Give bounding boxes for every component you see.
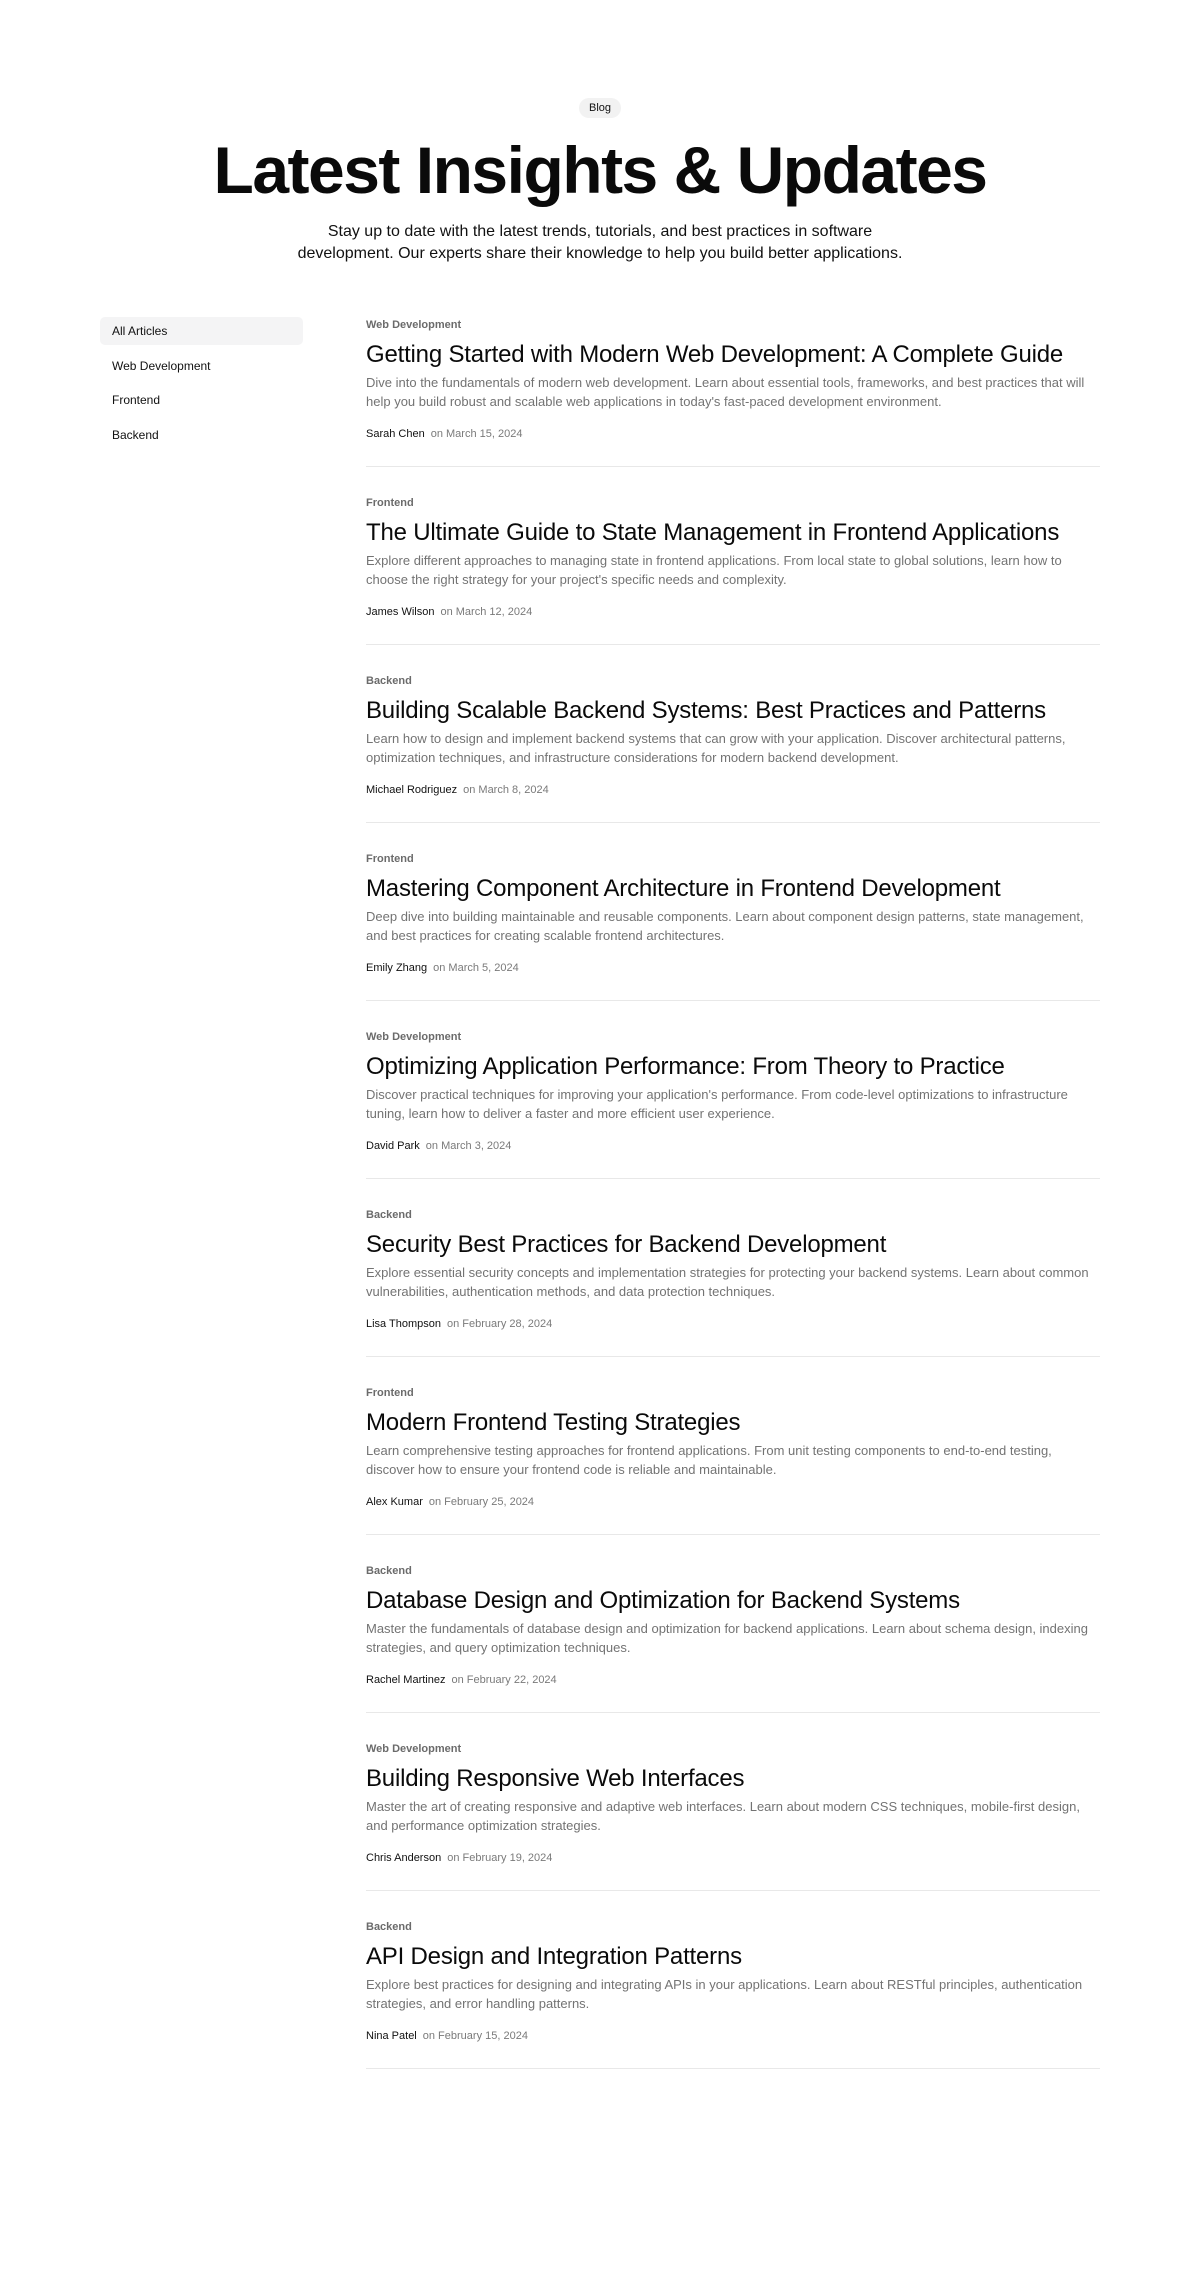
article-title-link[interactable]: Modern Frontend Testing Strategies [366, 1409, 741, 1436]
article-author[interactable]: Michael Rodriguez [366, 784, 458, 796]
article-author[interactable]: Rachel Martinez [366, 1674, 446, 1686]
article-meta [366, 426, 1100, 442]
article-card [366, 495, 1100, 645]
article-author[interactable]: James Wilson [366, 606, 435, 618]
article-excerpt: Master the fundamentals of database design and optimization for backend applications. Learn about schema design, indexing strategies, and query optimization techniques. [366, 1621, 1088, 1655]
article-author[interactable]: Lisa Thompson [366, 1318, 442, 1330]
article-title-link[interactable]: Building Responsive Web Interfaces [366, 1765, 745, 1792]
article-category: Web Development [366, 1743, 462, 1755]
article-title-link[interactable]: Getting Started with Modern Web Development: A Complete Guide [366, 341, 1064, 368]
article-title-link[interactable]: Building Scalable Backend Systems: Best Practices and Patterns [366, 697, 1046, 724]
article-card [366, 1563, 1100, 1713]
article-date: on March 12, 2024 [440, 606, 533, 618]
article-date: on February 25, 2024 [428, 1496, 535, 1508]
article-category: Backend [366, 1209, 412, 1221]
article-date: on February 22, 2024 [451, 1674, 557, 1686]
article-excerpt: Explore different approaches to managing state in frontend applications. From local state to global solutions, learn how to choose the right strategy for your project's specific needs and complexity. [366, 553, 1062, 587]
hero-section [0, 98, 1200, 265]
article-category: Frontend [366, 497, 414, 509]
sidebar-item-web-development[interactable]: Web Development [112, 358, 211, 373]
article-author[interactable]: Sarah Chen [366, 428, 425, 440]
article-date: on February 28, 2024 [447, 1318, 553, 1330]
article-excerpt: Learn comprehensive testing approaches for frontend applications. From unit testing components to end-to-end testing, discover how to ensure your frontend code is reliable and maintainable. [366, 1443, 1052, 1477]
sidebar-item-all-articles[interactable]: All Articles [100, 317, 303, 345]
article-category: Backend [366, 1921, 412, 1933]
article-excerpt: Learn how to design and implement backend systems that can grow with your application. Discover architectural patterns, optimization techniques, and infrastructure considerations for modern backend development. [366, 731, 1066, 765]
article-excerpt: Master the art of creating responsive and adaptive web interfaces. Learn about modern CSS techniques, mobile-first design, and performance optimization strategies. [366, 1799, 1080, 1833]
article-date: on February 19, 2024 [447, 1852, 553, 1864]
article-meta [366, 1850, 1100, 1866]
article-excerpt: Discover practical techniques for improving your application's performance. From code-level optimizations to infrastructure tuning, learn how to deliver a faster and more efficient user experience. [366, 1087, 1068, 1121]
article-excerpt: Explore essential security concepts and implementation strategies for protecting your backend systems. Learn about common vulnerabilities, authentication methods, and data protection techniques. [366, 1265, 1089, 1299]
article-excerpt: Dive into the fundamentals of modern web development. Learn about essential tools, frameworks, and best practices that will help you build robust and scalable web applications in today's fast-paced development environment. [366, 375, 1085, 409]
article-author[interactable]: Nina Patel [366, 2030, 417, 2042]
article-category: Frontend [366, 853, 414, 865]
article-date: on March 8, 2024 [463, 784, 549, 796]
article-author[interactable]: Alex Kumar [366, 1496, 423, 1508]
article-card [366, 1385, 1100, 1535]
sidebar-item-backend[interactable]: Backend [112, 427, 159, 442]
article-card [366, 1919, 1100, 2069]
article-meta [366, 604, 1100, 620]
category-sidebar [100, 317, 303, 455]
article-category: Backend [366, 1565, 412, 1577]
article-card [366, 1741, 1100, 1891]
article-meta [366, 1494, 1100, 1510]
article-title-link[interactable]: Optimizing Application Performance: From Theory to Practice [366, 1053, 1005, 1080]
article-title-link[interactable]: Database Design and Optimization for Backend Systems [366, 1587, 960, 1614]
article-author[interactable]: Chris Anderson [366, 1852, 442, 1864]
article-card [366, 1029, 1100, 1179]
article-category: Frontend [366, 1387, 414, 1399]
article-date: on March 15, 2024 [430, 428, 523, 440]
article-category: Backend [366, 675, 412, 687]
article-meta [366, 1138, 1100, 1154]
article-list [366, 317, 1100, 2097]
article-card [366, 317, 1100, 467]
article-card [366, 673, 1100, 823]
article-title-link[interactable]: The Ultimate Guide to State Management in Frontend Applications [366, 519, 1060, 546]
article-excerpt: Explore best practices for designing and integrating APIs in your applications. Learn about RESTful principles, authentication strategies, and error handling patterns. [366, 1977, 1083, 2011]
article-meta [366, 960, 1100, 976]
article-title-link[interactable]: API Design and Integration Patterns [366, 1943, 742, 1970]
article-meta [366, 1316, 1100, 1332]
article-title-link[interactable]: Mastering Component Architecture in Frontend Development [366, 875, 1001, 902]
article-date: on March 3, 2024 [425, 1140, 512, 1152]
article-card [366, 1207, 1100, 1357]
article-author[interactable]: Emily Zhang [366, 962, 428, 974]
article-meta [366, 1672, 1100, 1688]
article-meta [366, 782, 1100, 798]
page-subtitle: Stay up to date with the latest trends, tutorials, and best practices in software development. Our experts share their knowledge to help you build better applications. [297, 223, 903, 262]
page-title: Latest Insights & Updates [213, 133, 987, 207]
article-title-link[interactable]: Security Best Practices for Backend Development [366, 1231, 887, 1258]
article-meta [366, 2028, 1100, 2044]
blog-badge: Blog [579, 98, 621, 118]
article-excerpt: Deep dive into building maintainable and reusable components. Learn about component design patterns, state management, and best practices for creating scalable frontend architectures. [366, 909, 1084, 943]
article-author[interactable]: David Park [366, 1140, 420, 1152]
article-date: on March 5, 2024 [433, 962, 519, 974]
article-date: on February 15, 2024 [422, 2030, 528, 2042]
sidebar-item-frontend[interactable]: Frontend [112, 393, 161, 407]
article-category: Web Development [366, 319, 462, 331]
article-category: Web Development [366, 1031, 462, 1043]
article-card [366, 851, 1100, 1001]
